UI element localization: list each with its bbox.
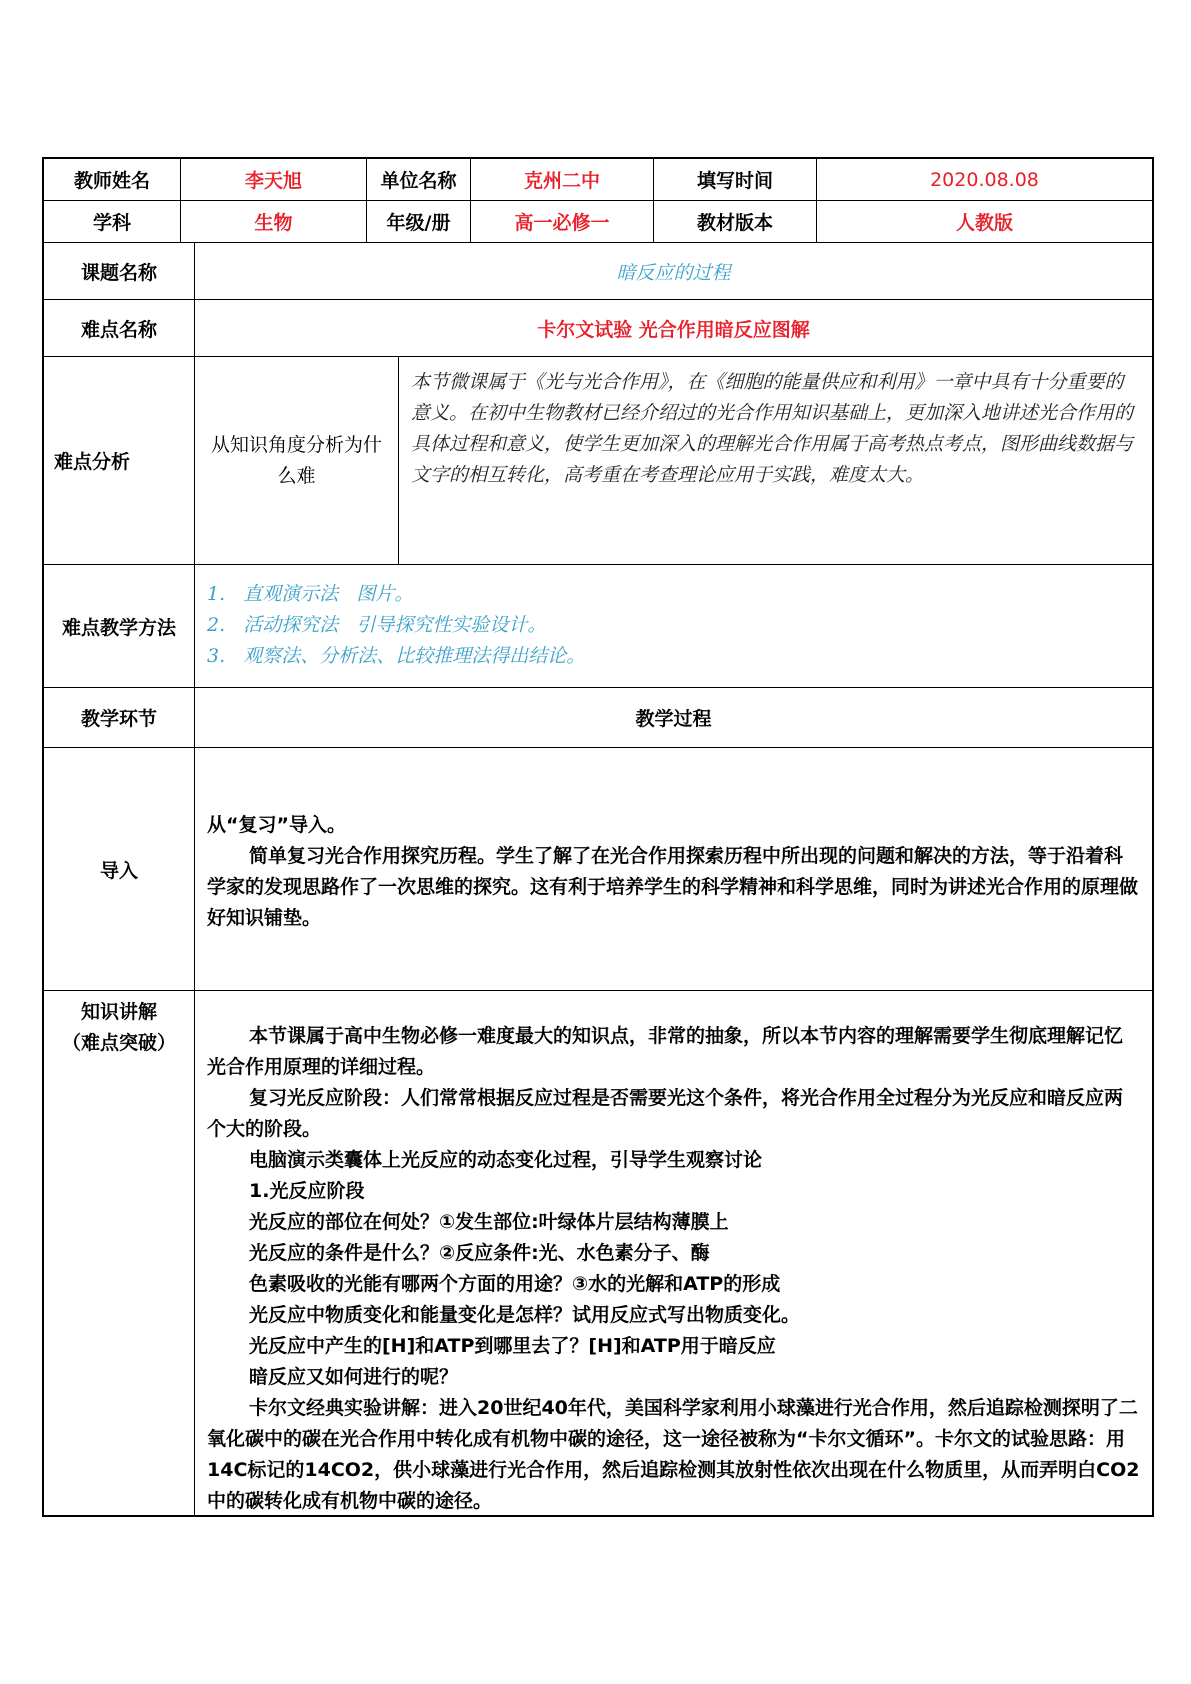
textbook-value: 人教版: [955, 212, 1013, 234]
difficulty-row: [44, 300, 1152, 357]
knowledge-label-1: 知识讲解: [80, 1001, 157, 1023]
topic-label: 课题名称: [44, 243, 195, 299]
intro-paragraph: 简单复习光合作用探究历程。学生了解了在光合作用探索历程中所出现的问题和解决的方法，等于沿着科学家的发现思路作了一次思维的探究。这有利于培养学生的科学精神和科学思维，同时为讲述光合作用的原理做好知识铺垫。: [207, 845, 1139, 929]
unit-label: 单位名称: [367, 159, 471, 200]
process-label: 教学环节: [44, 688, 195, 747]
difficulty-label: 难点名称: [44, 300, 195, 356]
knowledge-p6: 光反应的条件是什么？②反应条件:光、水色素分子、酶: [249, 1242, 710, 1264]
teacher-label: 教师姓名: [44, 159, 181, 200]
knowledge-p1: 本节课属于高中生物必修一难度最大的知识点，非常的抽象，所以本节内容的理解需要学生彻底理解记忆光合作用原理的详细过程。: [207, 1025, 1124, 1078]
intro-label: 导入: [44, 748, 195, 990]
fill-time: 2020.08.08: [930, 168, 1039, 191]
grade-value: 高一必修一: [471, 201, 654, 242]
knowledge-p2: 复习光反应阶段：人们常常根据反应过程是否需要光这个条件，将光合作用全过程分为光反应和暗反应两个大的阶段。: [207, 1087, 1124, 1140]
methods-row: [44, 565, 1152, 688]
topic-value: 暗反应的过程: [616, 261, 731, 284]
knowledge-p4: 1.光反应阶段: [249, 1180, 365, 1202]
knowledge-p7: 色素吸收的光能有哪两个方面的用途？③水的光解和ATP的形成: [249, 1273, 781, 1295]
knowledge-p5: 光反应的部位在何处？①发生部位:叶绿体片层结构薄膜上: [249, 1211, 729, 1233]
analysis-row: [44, 357, 1152, 565]
knowledge-label-2: （难点突破）: [61, 1032, 176, 1054]
methods-list: [195, 565, 1152, 687]
topic-row: [44, 243, 1152, 300]
intro-content: [195, 748, 1152, 990]
intro-line: 从“复习”导入。: [207, 814, 346, 836]
grade-label: 年级/册: [367, 201, 471, 242]
textbook-label: 教材版本: [654, 201, 817, 242]
methods-label: 难点教学方法: [44, 565, 195, 687]
knowledge-p8: 光反应中物质变化和能量变化是怎样？试用反应式写出物质变化。: [249, 1304, 801, 1326]
knowledge-p10: 暗反应又如何进行的呢？: [249, 1366, 459, 1388]
time-label: 填写时间: [654, 159, 817, 200]
knowledge-p9: 光反应中产生的[H]和ATP到哪里去了？[H]和ATP用于暗反应: [249, 1335, 776, 1357]
method-item-1: 1. 直观演示法 图片。: [207, 583, 414, 605]
subject-value: 生物: [181, 201, 367, 242]
method-item-2: 2. 活动探究法 引导探究性实验设计。: [207, 614, 547, 636]
intro-row: [44, 748, 1152, 991]
knowledge-p11: 卡尔文经典实验讲解：进入20世纪40年代，美国科学家利用小球藻进行光合作用，然后追踪检测探明了二氧化碳中的碳在光合作用中转化成有机物中碳的途径，这一途径被称为“卡尔文循环”。卡尔文的试验思路：用14C标记的14CO2，供小球藻进行光合作用，然后追踪检测其放射性依次出现在什么物质里，从而弄明白CO2中的碳转化成有机物中碳的途径。: [207, 1397, 1140, 1512]
process-value: 教学过程: [635, 708, 712, 730]
header-row-2: [44, 201, 1152, 243]
knowledge-content: [195, 991, 1152, 1515]
process-header-row: [44, 688, 1152, 748]
knowledge-label: [44, 991, 195, 1515]
subject-label: 学科: [44, 201, 181, 242]
unit-name: 克州二中: [471, 159, 654, 200]
difficulty-value: 卡尔文试验 光合作用暗反应图解: [537, 318, 810, 341]
knowledge-row: [44, 991, 1152, 1515]
analysis-label: 难点分析: [44, 357, 195, 564]
analysis-text: 本节微课属于《光与光合作用》，在《细胞的能量供应和利用》一章中具有十分重要的意义。在初中生物教材已经介绍过的光合作用知识基础上，更加深入地讲述光合作用的具体过程和意义，使学生更加深入的理解光合作用属于高考热点考点，图形曲线数据与文字的相互转化，高考重在考查理论应用于实践，难度太大。: [411, 371, 1134, 486]
lesson-plan-table: [42, 157, 1154, 1517]
method-item-3: 3. 观察法、分析法、比较推理法得出结论。: [207, 645, 586, 667]
teacher-name: 李天旭: [181, 159, 367, 200]
analysis-sub-label: 从知识角度分析为什么难: [195, 357, 399, 564]
knowledge-p3: 电脑演示类囊体上光反应的动态变化过程，引导学生观察讨论: [249, 1149, 763, 1171]
header-row-1: [44, 159, 1152, 201]
